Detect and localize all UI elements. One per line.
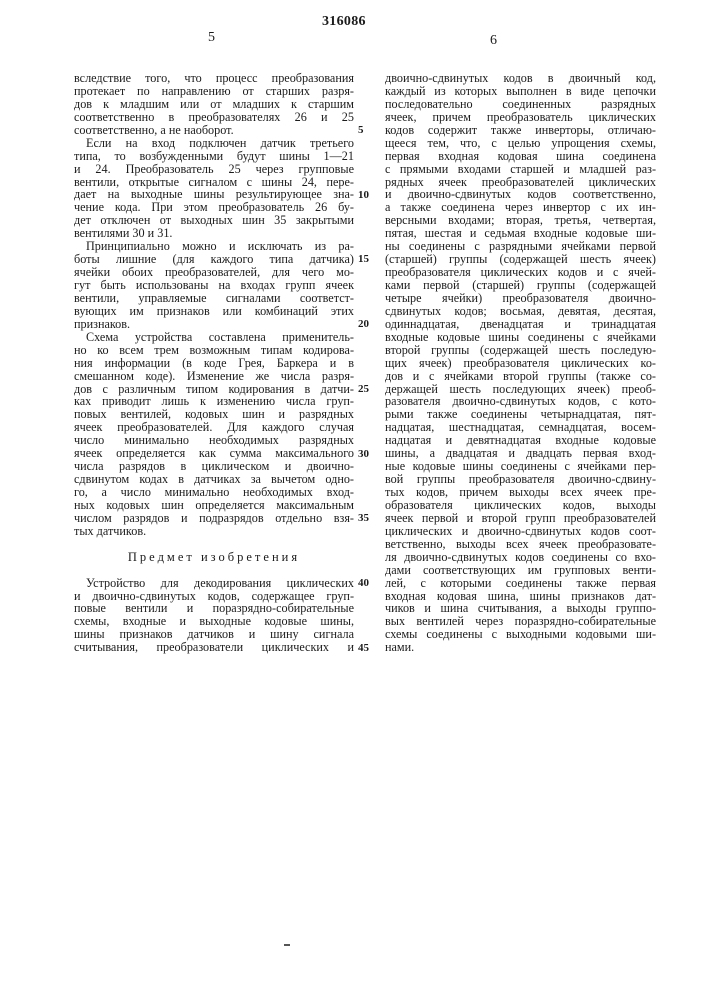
- text-line: ля двоично-сдвинутых кодов соединены со вхо-: [385, 551, 656, 564]
- text-line: преобразователя циклических кодов и с ячей-: [385, 266, 656, 279]
- text-line: гут быть использованы на входах групп ячеек: [74, 279, 354, 292]
- text-line: ные кодовые шины соединены с ячейками пер-: [385, 460, 656, 473]
- text-line: входная кодовая шина, шины признаков дат-: [385, 590, 656, 603]
- text-line: и 24. Преобразователь 25 через групповые: [74, 163, 354, 176]
- text-line: шины признаков датчиков и шину сигнала: [74, 628, 354, 641]
- text-line: щееся тем, что, с целью упрощения схемы,: [385, 137, 656, 150]
- text-line: нами.: [385, 641, 656, 654]
- text-line: го, а число минимально необходимых вход-: [74, 486, 354, 499]
- text-line: вентили, открытые сигналом с шины 24, пере-: [74, 176, 354, 189]
- text-line: сдвинутых кодов; восьмая, девятая, десятая,: [385, 305, 656, 318]
- text-line: ячеек определяется как сумма максимального: [74, 447, 354, 460]
- text-line: (старшей) группы (содержащей шесть ячеек): [385, 253, 656, 266]
- text-line: ячеек, причем преобразователь циклических: [385, 111, 656, 124]
- text-line: каждый из которых выполнен в виде цепочки: [385, 85, 656, 98]
- line-number: 25: [358, 383, 369, 396]
- text-line: надцатая и девятнадцатая входные кодовые: [385, 434, 656, 447]
- line-number: 30: [358, 448, 369, 461]
- text-line: повых вентилей, кодовых шин и разрядных: [74, 408, 354, 421]
- text-line: двоично-сдвинутых кодов в двоичный код,: [385, 72, 656, 85]
- right-text-column: [385, 72, 656, 654]
- line-number: 5: [358, 124, 364, 137]
- text-line: тых кодов, причем выходы всех ячеек пре-: [385, 486, 656, 499]
- text-line: ния информации (в коде Грея, Баркера и в: [74, 357, 354, 370]
- text-line: дет отключен от выходных шин 35 закрытыми: [74, 214, 354, 227]
- text-line: Устройство для декодирования циклических: [74, 577, 354, 590]
- text-line: схемы соединены с выходными кодовыми ши-: [385, 628, 656, 641]
- text-line: одиннадцатая, двенадцатая и тринадцатая: [385, 318, 656, 331]
- print-mark: [284, 944, 290, 946]
- text-line: соответственно в преобразователях 26 и 25: [74, 111, 354, 124]
- text-line: сдвинутом кодах в датчиках за вычетом одно-: [74, 473, 354, 486]
- patent-number: 316086: [322, 14, 366, 30]
- text-line: протекает по направлению от старших разря-: [74, 85, 354, 98]
- text-line: но ко всем трем возможным типам кодирова-: [74, 344, 354, 357]
- text-line: надцатая, шестнадцатая, семнадцатая, восем-: [385, 421, 656, 434]
- text-line: вых вентилей через поразрядно-собирательные: [385, 615, 656, 628]
- text-line: дов к младшим или от младших к старшим: [74, 98, 354, 111]
- text-line: рыми также соединены четырнадцатая, пят-: [385, 408, 656, 421]
- text-line: ячеек первой и второй групп преобразователей: [385, 512, 656, 525]
- text-line: последовательно соединенных разрядных: [385, 98, 656, 111]
- text-line: считывания, преобразователи циклических и: [74, 641, 354, 654]
- text-line: числом разрядов и подразрядов отдельно взя-: [74, 512, 354, 525]
- text-line: соответственно, а не наоборот.: [74, 124, 354, 137]
- text-line: и двоично-сдвинутых кодов, содержащее груп-: [74, 590, 354, 603]
- text-line: дов и с ячейками второй группы (также со-: [385, 370, 656, 383]
- text-line: разователя двоично-сдвинутых кодов, с кото-: [385, 395, 656, 408]
- line-number: 45: [358, 642, 369, 655]
- text-line: вследствие того, что процесс преобразования: [74, 72, 354, 85]
- text-line: ках приводит лишь к изменению числа груп-: [74, 395, 354, 408]
- line-number: 10: [358, 189, 369, 202]
- text-line: держащей шесть последующих ячеек) преоб-: [385, 383, 656, 396]
- text-line: шины, а двадцатая и двадцать первая вход-: [385, 447, 656, 460]
- text-line: циклических и двоично-сдвинутых кодов соот-: [385, 525, 656, 538]
- text-line: чиков и шина считывания, а выходы группо-: [385, 602, 656, 615]
- text-line: Схема устройства составлена применитель-: [74, 331, 354, 344]
- text-line: пятая, шестая и седьмая входные кодовые ши-: [385, 227, 656, 240]
- text-line: образователя циклических кодов, выходы: [385, 499, 656, 512]
- text-line: лей, с которыми соединены также первая: [385, 577, 656, 590]
- text-line: второй группы (содержащей шесть последую-: [385, 344, 656, 357]
- text-line: первая входная кодовая шина соединена: [385, 150, 656, 163]
- text-line: кодов содержит также инверторы, отличаю-: [385, 124, 656, 137]
- text-line: признаков.: [74, 318, 354, 331]
- section-heading: Предмет изобретения: [74, 551, 354, 564]
- line-number: 35: [358, 512, 369, 525]
- text-line: а также соединена через инвертор с их ин-: [385, 201, 656, 214]
- text-line: повые вентили и поразрядно-собирательные: [74, 602, 354, 615]
- text-line: вентилями 30 и 31.: [74, 227, 354, 240]
- text-line: вующих им признаков или комбинаций этих: [74, 305, 354, 318]
- text-line: тых датчиков.: [74, 525, 354, 538]
- line-number: 40: [358, 577, 369, 590]
- text-line: смешанном коде). Изменение же числа разря-: [74, 370, 354, 383]
- text-line: ных кодовых шин определяется максимальным: [74, 499, 354, 512]
- text-line: вой группы преобразователя двоично-сдвину-: [385, 473, 656, 486]
- text-line: ветственно, выходы всех ячеек преобразовате-: [385, 538, 656, 551]
- text-line: типа, то возбужденными будут шины 1—21: [74, 150, 354, 163]
- line-number: 20: [358, 318, 369, 331]
- left-text-column: [74, 72, 354, 654]
- text-line: ками первой (старшей) группы (содержащей: [385, 279, 656, 292]
- text-line: Принципиально можно и исключать из ра-: [74, 240, 354, 253]
- text-line: дами соответствующих им групповых венти-: [385, 564, 656, 577]
- text-line: вентили, управляемые сигналами соответст-: [74, 292, 354, 305]
- text-line: версными входами; вторая, третья, четвертая,: [385, 214, 656, 227]
- text-line: Если на вход подключен датчик третьего: [74, 137, 354, 150]
- text-line: с прямыми входами старшей и младшей раз-: [385, 163, 656, 176]
- column-number-left: 5: [208, 30, 215, 46]
- text-line: четыре ячейки) преобразователя двоично-: [385, 292, 656, 305]
- text-line: число минимально необходимых разрядных: [74, 434, 354, 447]
- text-line: щих ячеек) преобразователя циклических ко-: [385, 357, 656, 370]
- text-line: рядных ячеек преобразователей циклических: [385, 176, 656, 189]
- text-line: числа разрядов в циклическом и двоично-: [74, 460, 354, 473]
- text-line: боты лишние (для каждого типа датчика): [74, 253, 354, 266]
- text-line: схемы, входные и выходные кодовые шины,: [74, 615, 354, 628]
- blank-line: [74, 538, 354, 551]
- text-line: дает на выходные шины результирующее зна-: [74, 188, 354, 201]
- text-line: входные кодовые шины соединены с ячейками: [385, 331, 656, 344]
- column-number-right: 6: [490, 33, 497, 49]
- text-line: ячейки обоих преобразователей, для чего мо-: [74, 266, 354, 279]
- text-line: чение кода. При этом преобразователь 26 бу-: [74, 201, 354, 214]
- line-number: 15: [358, 253, 369, 266]
- text-line: ны соединены с разрядными ячейками первой: [385, 240, 656, 253]
- blank-line: [74, 564, 354, 577]
- text-line: дов с различным типом кодирования в датчи-: [74, 383, 354, 396]
- text-line: ячеек преобразователей. Для каждого случая: [74, 421, 354, 434]
- text-line: и двоично-сдвинутых кодов соответственно,: [385, 188, 656, 201]
